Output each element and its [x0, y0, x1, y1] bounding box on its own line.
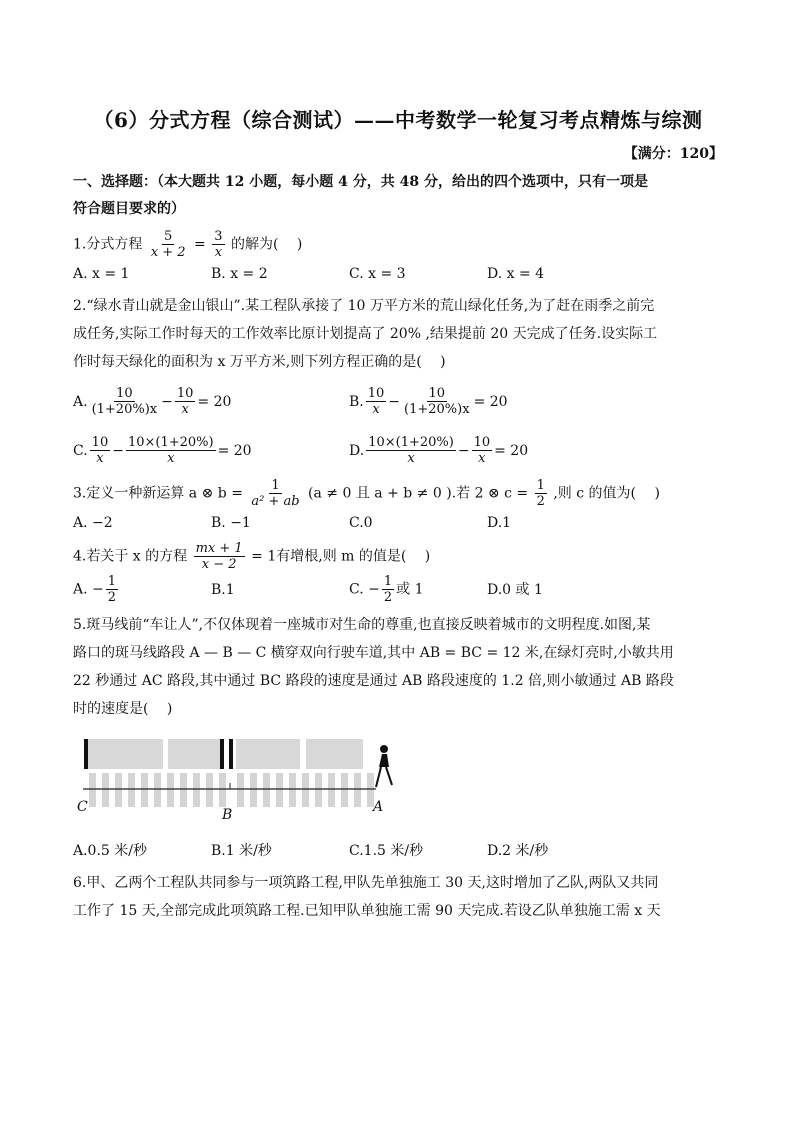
fraction-denominator: 2 [383, 590, 393, 605]
option-a[interactable] [73, 574, 211, 605]
fraction-numerator: 10 [367, 386, 385, 401]
fraction-numerator: mx + 1 [195, 541, 243, 556]
equals-sign: = [194, 236, 206, 253]
option-b[interactable]: B.1 米/秒 [211, 843, 272, 859]
point-c-label: C [77, 799, 88, 815]
fraction-denominator: x [181, 402, 189, 417]
fraction-numerator: 3 [214, 229, 223, 244]
minus-sign: − [161, 393, 173, 410]
fraction-numerator: 5 [164, 229, 173, 244]
fraction-numerator: 10 [176, 386, 194, 401]
question-text: 22 秒通过 AC 路段,其中通过 BC 路段的速度是通过 AB 路段速度的 1.2 倍,则小敏通过 AB 路段 [73, 673, 674, 689]
pedestrian-icon [376, 745, 392, 787]
fraction-denominator: (1+20%)x [404, 402, 470, 417]
fraction-denominator: x [407, 451, 415, 466]
option-label: C. [73, 442, 88, 459]
option-a[interactable]: A.0.5 米/秒 [73, 843, 147, 859]
fraction-denominator: x [214, 245, 223, 260]
option-label: B. [349, 393, 364, 410]
fraction [472, 435, 493, 466]
fraction [382, 574, 394, 605]
fraction-numerator: 10 [473, 435, 491, 450]
question-text: 4.若关于 x 的方程 [73, 548, 188, 565]
fraction [366, 386, 387, 417]
options-row [73, 435, 723, 466]
fraction-numerator: 10 [91, 435, 109, 450]
option-c[interactable]: C. x = 3 [349, 266, 406, 282]
crosswalk-diagram [73, 733, 413, 825]
question-text: 6.甲、乙两个工程队共同参与一项筑路工程,甲队先单独施工 30 天,这时增加了乙队,两队又共同 [73, 875, 659, 891]
fraction-numerator: 10 [428, 386, 446, 401]
option-d[interactable]: D.0 或 1 [487, 581, 543, 598]
options-row [73, 839, 723, 863]
fraction [249, 478, 301, 509]
options-row [73, 262, 723, 286]
question-1 [73, 229, 723, 286]
fraction-denominator: x [478, 451, 486, 466]
equation-tail: = 20 [494, 442, 529, 459]
question-1-stem [73, 229, 723, 260]
option-label: D. [349, 442, 365, 459]
section-heading [73, 169, 723, 223]
fraction-denominator: x [167, 451, 175, 466]
page-title: （6）分式方程（综合测试）——中考数学一轮复习考点精炼与综测 [93, 108, 703, 132]
option-a[interactable] [73, 386, 349, 417]
stop-bar [229, 739, 233, 769]
fraction [149, 229, 188, 260]
fraction-denominator: a² + ab [251, 494, 300, 509]
question-text: 时的速度是( ) [73, 701, 173, 717]
minus-sign: − [388, 393, 401, 410]
fraction-numerator: 10×(1+20%) [127, 435, 214, 450]
fraction-numerator: 10×(1+20%) [368, 435, 454, 450]
question-text: ,则 c 的值为( ) [553, 485, 660, 502]
option-b[interactable]: B.1 [211, 581, 235, 598]
question-2 [73, 292, 723, 466]
options-row [73, 574, 723, 605]
question-text: 1.分式方程 [73, 236, 143, 253]
point-b-label: B [222, 807, 233, 823]
fraction [212, 229, 224, 260]
option-d[interactable]: D. x = 4 [487, 266, 545, 282]
fraction-numerator: 1 [536, 478, 545, 493]
exam-page [73, 100, 723, 925]
question-text: 2.“绿水青山就是金山银山”.某工程队承接了 10 万平方米的荒山绿化任务,为了赶在雨季之前完 [73, 298, 655, 314]
crosswalk-figure [73, 733, 723, 835]
fraction [90, 386, 160, 417]
stop-bar [84, 739, 88, 769]
option-label: C. − [349, 581, 380, 598]
zebra-stripes [89, 773, 374, 807]
option-text: 或 1 [396, 581, 424, 598]
minus-sign: − [457, 442, 470, 459]
point-a-label: A [373, 799, 384, 815]
option-a[interactable]: A. −2 [73, 515, 113, 531]
score-label: 【满分：120】 [623, 146, 723, 162]
question-4 [73, 541, 723, 605]
question-text: 3.定义一种新运算 a ⊗ b = [73, 485, 243, 502]
fraction-numerator: 10 [116, 386, 133, 401]
fraction [106, 574, 118, 605]
question-5 [73, 611, 723, 863]
options-row [73, 511, 723, 535]
question-text: (a ≠ 0 且 a + b ≠ 0 ).若 2 ⊗ c = [308, 485, 529, 502]
stop-bar [220, 739, 224, 769]
fraction-denominator: 2 [536, 494, 545, 509]
question-3-stem [73, 478, 723, 509]
section-heading-line: 一、选择题：（本大题共 12 小题，每小题 4 分，共 48 分，给出的四个选项中，只有一项是 [73, 174, 648, 190]
option-b[interactable]: B. −1 [211, 515, 251, 531]
question-text: 5.斑马线前“车让人”,不仅体现着一座城市对生命的尊重,也直接反映着城市的文明程度.如图,某 [73, 617, 651, 633]
option-c[interactable] [73, 435, 349, 466]
question-text: = 1有增根,则 m 的值是( ) [251, 548, 431, 565]
fraction-denominator: 2 [107, 590, 117, 605]
question-6 [73, 869, 723, 925]
fraction [175, 386, 196, 417]
equation-tail: = 20 [473, 393, 508, 410]
option-label: A. [73, 393, 88, 410]
lane-block [84, 739, 163, 769]
fraction-denominator: x [96, 451, 104, 466]
question-text: 成任务,实际工作时每天的工作效率比原计划提高了 20% ,结果提前 20 天完成了任务.设实际工 [73, 326, 658, 342]
lane-block [236, 739, 300, 769]
fraction-denominator: x + 2 [150, 245, 186, 260]
fraction [402, 386, 472, 417]
lane-block [306, 739, 363, 769]
option-b[interactable]: B. x = 2 [211, 266, 268, 282]
option-d[interactable] [349, 435, 625, 466]
minus-sign: − [112, 442, 124, 459]
question-text: 路口的斑马线路段 A — B — C 横穿双向行驶车道,其中 AB = BC = 12 米,在绿灯亮时,小敏共用 [73, 645, 674, 661]
fraction-denominator: (1+20%)x [91, 402, 158, 417]
question-text: 工作了 15 天,全部完成此项筑路工程.已知甲队单独施工需 90 天完成.若设乙队单独施工需 x 天 [73, 903, 661, 919]
fraction [126, 435, 216, 466]
lane-block [168, 739, 223, 769]
fraction-numerator: 1 [383, 574, 393, 589]
fraction [194, 541, 245, 572]
equation-tail: = 20 [197, 393, 232, 410]
fraction [366, 435, 456, 466]
question-text: 作时每天绿化的面积为 x 万平方米,则下列方程正确的是( ) [73, 354, 446, 370]
equation-tail: = 20 [217, 442, 252, 459]
section-heading-line: 符合题目要求的） [73, 201, 185, 217]
question-3 [73, 478, 723, 535]
options-row [73, 386, 723, 417]
fraction [535, 478, 547, 509]
option-b[interactable] [349, 386, 625, 417]
option-a[interactable]: A. x = 1 [73, 266, 130, 282]
fraction-denominator: x [372, 402, 380, 417]
option-d[interactable]: D.1 [487, 515, 512, 531]
fraction-numerator: 1 [271, 478, 280, 493]
fraction-denominator: x − 2 [201, 557, 237, 572]
option-c[interactable] [349, 574, 487, 605]
option-c[interactable]: C.0 [349, 515, 373, 531]
option-d[interactable]: D.2 米/秒 [487, 843, 549, 859]
option-label: A. − [73, 581, 104, 598]
fraction-numerator: 1 [107, 574, 117, 589]
option-c[interactable]: C.1.5 米/秒 [349, 843, 424, 859]
fraction [90, 435, 111, 466]
question-4-stem [73, 541, 723, 572]
question-text: 的解为( ) [230, 236, 303, 253]
